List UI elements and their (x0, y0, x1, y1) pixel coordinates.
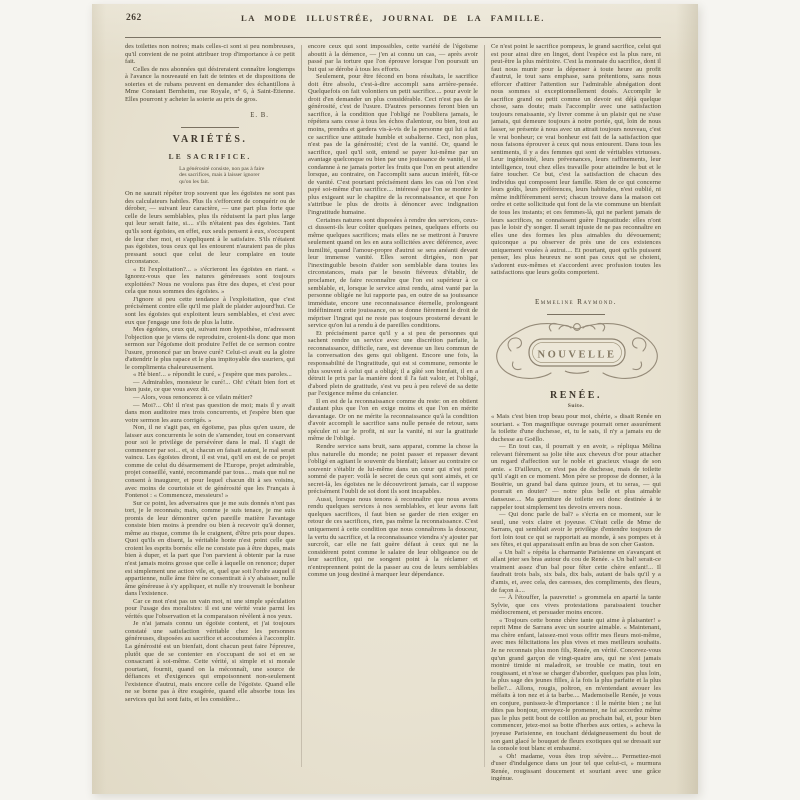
story-body (491, 413, 661, 781)
banner-label: NOUVELLE (537, 349, 617, 361)
column-2 (308, 43, 478, 781)
paragraph: — Qui donc parle de bal? » s'écria en ce moment, sur le seuil, une voix claire et joyeuse. C'était celle de Mme de Sarrans, qui semblait avoir le privilège d'entendre toujours de fort loin tout ce qui se rapportait au monde, à ses pompes et à ses fêtes, et qui apparaissait enfin au bras de son cher Gaston. (491, 511, 661, 549)
paragraph: « Oh! madame, vous êtes trop sévère.... Permettez-moi d'user d'indulgence dans un jour tel que celui-ci, » murmura Renée, rougissant doucement et souriant avec une grâce ingénue. (491, 752, 661, 781)
paragraph: Celles de nos abonnées qui désireraient connaître longtemps à l'avance la nouveauté en fait de teintes et de dispositions de soieries et de rubans peuvent en demander des échantillons à Mme Constant Bernheim, rue Royale, n° 6, à Saint-Étienne. Elles pourront y acheter la soierie au prix de gros. (125, 65, 295, 103)
fashion-notice (125, 43, 295, 111)
paragraph: J'ignore si peu cette tendance à l'exploitation, que c'est précisément contre elle qu'il me plaît de plaider aujourd'hui. Ce sont les égoïstes qui exploitent leurs semblables, et c'est avec eux que j'engage une fois de plus la lutte. (125, 295, 295, 326)
paragraph: qu'on les fait. (179, 178, 210, 185)
paragraph: Rendre service sans bruit, sans apparat, comme la chose la plus naturelle du monde; ne point passer et repasser devant l'obligé en agitant le souvenir du bienfait; laisser au contraire ce souvenir s'établir de lui-même dans un cœur qui n'est point sommé de payer: voilà le secret de ceux qui sont aimés, et ce secret-là, les égoïstes ne le découvriront jamais, car il suppose précisément l'oubli de soi dont ils sont incapables. (308, 442, 478, 496)
section-heading-varietes: VARIÉTÉS. (172, 134, 248, 145)
paragraph: des toilettes non noires; mais celles-ci sont si peu nombreuses, qu'il convient de ne point attribuer trop d'importance à ce petit fait. (125, 43, 295, 66)
signature-separator-rule (547, 314, 605, 315)
paragraph: Ce n'est point le sacrifice pompeux, le grand sacrifice, celui qui est pour ainsi dire en lingot, dont l'espèce est la plus rare, ni peut-être la plus méritoire. C'est la monnaie du sacrifice, dont il faut nous munir pour la dépenser à toute heure au profit d'autrui, le tout sans emphase, sans prétentions, sans nous efforcer d'attirer l'attention sur l'admirable abnégation dont nous sommes si exceptionnellement doués. Accomplir le sacrifice grand ou petit comme un devoir est déjà quelque chose, sans doute; mais l'accomplir avec une satisfaction toujours renaissante, s'y livrer comme à un plaisir qui ne s'use jamais, qui demeure toujours à notre portée, qui, loin de nous lasser, se présente à nous avec un attrait toujours nouveau, c'est le vrai bonheur; ce vrai bonheur est fait de la satisfaction que nous faisons éprouver à ceux qui nous entourent. Dans tous les sentiments, il y a des femmes qui sont de véritables virtuoses. Leur ingéniosité, leurs prévenances, leurs raffinements, leur intelligence, tout chez elles travaille pour atteindre le but et le faire toucher. Ce but, c'est la satisfaction de chacun des individus qui composent leur famille. Rien de ce qui concerne leurs goûts, leurs préférences, leurs habitudes, n'est oublié, ni même indifféremment servi; chacun trouve dans la maison cet ordre et cette sollicitude qui font de la vie commune un bienfait de tous les instants; et ces femmes-là, qui ne parlent jamais de leurs sacrifices, ne connaissent guère l'ingratitude: elles n'ont pas le loisir d'y songer. Il serait injuste de ne pas reconnaître en elles une des formes les plus aimables du dévouement; quiconque a pu observer de près une de ces existences uniquement vouées à autrui.... Et pourtant, quoi qu'ils puissent penser, les plus heureux ne sont pas ceux qui se choient, s'adorent eux-mêmes et s'accordent avec profusion toutes les satisfactions que leurs goûts comportent. (491, 43, 661, 277)
paragraph: des sacrifices, mais à laisser ignorer (179, 172, 260, 179)
column-1-body (125, 190, 295, 703)
paragraph: — À l'étouffer, la pauvrette! » grommela en aparté la tante Sylvie, que ces vives protestations paraissaient toucher médiocrement, et persuader moins encore. (491, 594, 661, 617)
paragraph: Mes égoïstes, ceux qui, suivant mon hypothèse, m'adressent l'objection que je viens de reproduire, croient-ils donc que mon sermon sur l'égoïsme doit produire l'effet de ce sermon contre l'usure, prononcé par un brave curé? Celui-ci avait eu la gloire d'attendrir le plus rapace et le plus impitoyable des usuriers, qui le complimenta chaleureusement. (125, 326, 295, 371)
article-epigraph (179, 166, 293, 185)
paragraph: Certaines natures sont disposées à rendre des services, ceux-ci dussent-ils leur coûter quelques peines, quelques efforts ou même quelques sacrifices; mais elles ne se mettront à l'œuvre seulement quand on les en aura sollicitées avec déférence, avec humilité, quand l'amour-propre d'autrui se sera anéanti devant leur immense vanité. Elles seront dirigées, non par l'inextinguible besoin d'aider son semblable dans toutes les circonstances, mais par le besoin fiévreux d'établir, de proclamer, de faire reconnaître que l'on est supérieur à ce semblable, et, lorsque le service ainsi rendu, ainsi vanté par la personne obligée ne lui rapporte pas, en outre de sa jouissance immédiate, encore une reconnaissance éternelle, prolongeant indéfiniment cette jouissance, on se donne fièrement le droit de mépriser l'ingrat qui ne reste pas toujours prosterné devant le service qu'on lui a rendu à de pareilles conditions. (308, 216, 478, 330)
story-heading-renee: RENÉE. (550, 390, 602, 401)
masthead-title: LA MODE ILLUSTRÉE, JOURNAL DE LA FAMILLE. (240, 13, 546, 23)
paragraph: « Et l'exploitation?... » s'écrieront les égoïstes en riant. « Ignorez-vous que les natures généreuses sont toujours exploitées? Nous ne voulons pas être des dupes, et c'est pour cela que nous sommes des égoïstes. » (125, 265, 295, 296)
column-3 (491, 43, 661, 781)
paragraph: « Mais c'est bien trop beau pour moi, chérie, » disait Renée en souriant. « Ton magnifique ouvrage pourrait orner assurément la toilette d'une duchesse, et, tu le sais, il n'y a jamais eu de duchesse au Goëllo. (491, 413, 661, 443)
column-layout (125, 43, 661, 781)
author-signature: Emmeline Raymond. (535, 298, 617, 306)
paragraph: « Hé bien!... » répondit le curé, « j'espère que mes paroles... (133, 371, 292, 379)
article-heading-sacrifice: LE SACRIFICE. (168, 152, 252, 161)
column-3-body (491, 43, 661, 295)
paragraph: « Un bal! » répéta la charmante Parisienne en s'avançant et allant jeter ses bras autour du cou de Renée. « Un bal! serait-ce vraiment assez d'un bal pour fêter cette chère enfant!... Il faudrait trois bals, six bals, dix bals, autant de bals qu'il y a d'amis, et, avec cela, des caresses, des compliments, des fleurs, de façon à.... (491, 548, 661, 594)
paragraph: — Alors, vous renoncerez à ce vilain métier? (133, 393, 253, 401)
paragraph: Aussi, lorsque nous tenons à reconnaître que nous avons rendu quelques services à nos semblables, et leur avons fait quelques sacrifices, il faut bien se garder de rien exiger en retour de ces sacrifices, rien, pas même la reconnaissance. C'est uniquement à cette condition que nous connaîtrons la douceur, la vertu du sacrifice, et la reconnaissance viendra s'y ajouter par surcroît, car elle ne fait guère défaut à ceux qui ne la considèrent point comme le salaire de leur obligeance ou de leur sacrifice, qui ne songent point à la réclamer et n'entreprennent point de la passer au cou de leurs semblables comme un joug destiné à marquer leur dépendance. (308, 495, 478, 579)
story-subheading: Suite. (567, 403, 585, 409)
paragraph: — Admirables, monsieur le curé!... Oh! c'était bien fort et bien juste, ce que vous avez dit. (125, 378, 295, 394)
page-number: 262 (126, 13, 142, 23)
notice-signature: E. B. (250, 112, 269, 119)
newspaper-page (92, 4, 698, 794)
paragraph: Car ce mot n'est pas un vain mot, ni une simple spéculation pour l'usage des moralistes: il est une vérité vraie parmi les vérités que l'observation et la comparaison révèlent à nos yeux. (125, 597, 295, 620)
column-2-body (308, 43, 478, 579)
section-separator-rule (181, 127, 239, 128)
column-divider-left (301, 45, 302, 767)
paragraph: — Moi?... Oh! il n'est pas question de moi; mais il y avait dans mon auditoire mes trois concurrents, et j'espère bien que votre sermon les aura corrigés. » (125, 401, 295, 424)
paragraph: Et précisément parce qu'il y a si peu de personnes qui sachent rendre un service avec une discrétion parfaite, la reconnaissance, difficile, rare, est devenue un lieu commun de la conversation des gens qui obligent. Encore une fois, la responsabilité de l'ingratitude, qui est si commune, remonte le plus souvent à celui qui a obligé; il a gâté son bienfait, il en a détruit le prix par la manière dont il l'a fait valoir, et l'obligé, d'abord plein de gratitude, s'est vu peu à peu relevé de sa dette par l'exigence même du créancier. (308, 329, 478, 398)
paragraph: « Toujours cette bonne chère tante qui aime à plaisanter! » reprit Mme de Sarrans avec un sourire aimable. « Maintenant, ma chère enfant, laissez-moi vous offrir mes fleurs moi-même, avec mes félicitations les plus vives et mes meilleurs souhaits. Je ne reconnais plus mon fils, Renée, en vérité. Concevez-vous qu'un grand garçon de vingt-quatre ans, qui ne s'est jamais montré timide ni maladroit, se trouble ce matin, tout en rougissant, et n'ose se charger d'aborder, quelques pas plus loin, la plus sage des jeunes filles, à la fois la plus parfaite et la plus belle?... Allons, rougis, poltron, en m'entendant avouer les méfaits à ton nez et à ta barbe.... Mademoiselle Renée, je vous en conjure, punissez-le d'importance : il le mérite bien ; ne lui dites pas bonjour, envoyez-le promener, ne lui accordez même pas le plus petit bout de cotillon au prochain bal, et, pour bien commencer, jetez-moi sa botte d'herbes aux orties, » acheva la joyeuse Parisienne, en touchant dédaigneusement du bout de son gant glacé le bouquet de fleurs exotiques qui se dressait sur la console tout blanc et embaumé. (491, 616, 661, 753)
paragraph: encore ceux qui sont impossibles, cette variété de l'égoïsme aboutit à la démence, — j'en ai connu un cas, — après avoir passé par la torture que l'on éprouve lorsque l'on poursuit un but qui se dérobe à tous les efforts. (308, 43, 478, 73)
paragraph: Sur ce point, les adversaires que je me suis donnés n'ont pas tort, je le reconnais; mais, comme je suis tenace, je me suis promis de leur démontrer qu'en pareille matière l'avantage consiste bien moins à prendre ou bien à recevoir qu'à donner, même au risque, comme ils le craignent, d'être pris pour dupes. Quoi qu'ils en disent, la véritable honte n'est point celle que croient les esprits bornés: elle ne consiste pas à être dupes, mais bien à duper, et la part que l'on parvient à obtenir par la ruse n'est jamais moins grosse que celle à laquelle on renonce; duper est simplement une action vile, et, quel que soit l'ordre auquel il appartienne, nulle âme fière ne consentirait à s'y abaisser, nulle âme généreuse à s'y appliquer, et nulle n'y trouverait le bonheur dans l'existence. (125, 499, 295, 598)
paragraph: Je n'ai jamais connu un égoïste content, et j'ai toujours constaté une satisfaction véritable chez les personnes généreuses, disposées au sacrifice et accoutumées à l'accomplir. La générosité est un bienfait, dont chacun peut faire l'épreuve, plutôt que de se contenter en s'occupant de soi et en se consacrant à soi-même. Cette vérité, si simple et si morale pourtant, fournit, quand on la méconnaît, une source de défiances et d'exigences qui empoisonnent non-seulement l'existence d'autrui, mais encore celle de l'égoïste. Quand elle ne se borne pas à être exagérée, quand elle absorbe tous les services qui lui sont faits, et les considère... (125, 620, 295, 703)
paragraph: Non, il ne s'agit pas, en égoïsme, pas plus qu'en usure, de laisser aux concurrents le soin de s'amender, tout en conservant pour soi le privilège de persévérer dans le mal. Il s'agit de commencer par soi... et, si chacun en faisait autant, le mal serait vaincu. Les égoïstes diront, il est vrai, qu'il en est de ce projet comme de celui du désarmement de l'Europe, projet admirable, projet conseillé, vanté, recommandé par tous.... mais que nul ne consent à inaugurer, et pour lequel chacun dit à ses voisins, avec moins de courtoisie et de générosité que les Français à Fontenoi : « Commencez, messieurs! » (125, 424, 295, 500)
header-rule (125, 37, 661, 38)
paragraph: — En tout cas, il pourrait y en avoir, » répliqua Mélina relevant fièrement sa jolie tête aux cheveux d'or pour attacher un regard d'affection sur le noble et gracieux visage de son amie. « D'ailleurs, ce n'est pas de duchesse, mais de toilette qu'il s'agit en ce moment. Mon père se propose de donner, à la Bouërie, un grand bal dans quinze jours, et tu seras, — qui pourrait en douter? — notre plus belle et plus aimable danseuse.... Ma garniture de toilette est donc destinée à te rappeler tout simplement tes devoirs envers nous. (491, 443, 661, 511)
page-content (125, 4, 661, 794)
page-header (125, 4, 661, 32)
column-divider-right (484, 45, 485, 767)
paragraph: La générosité consiste, non pas à faire (179, 166, 265, 172)
nouvelle-banner-ornament (491, 321, 661, 383)
paragraph: Seulement, pour être fécond en bons résultats, le sacrifice doit être absolu, c'est-à-dire accompli sans arrière-pensée. Quelquefois on fait volontiers un petit sacrifice.... pour avoir le droit d'en demander un plus considérable. Ceci n'est pas de la générosité, c'est de l'usure. D'autres personnes feront bien un sacrifice, à la condition que l'obligé ne l'oubliera jamais, le répétera sans cesse à tous les échos d'alentour, ou bien, tout au moins, prendra et gardera vis-à-vis de la personne qui lui a fait ce sacrifice une attitude humble et subalterne. Ceci, non plus, n'est pas de la générosité; c'est de la vanité. Or, quand le sacrifice, quel qu'il soit, entend se payer lui-même par un avantage quelconque ou bien par une jouissance de vanité, il se condamne à ne jamais porter les fruits que l'on en peut attendre lorsque, au contraire, on l'accomplit sans aucun intérêt, fût-ce de vanité. C'est pourtant précisément dans les cas où l'on s'est payé soi-même d'un sacrifice.... intéressé que l'on se montre le plus exigeant sur le chapitre de la reconnaissance, et que l'on s'attribue le plus de droits à dénoncer avec indignation l'ingratitude humaine. (308, 73, 478, 217)
column-1 (125, 43, 295, 781)
paragraph: Il en est de la reconnaissance comme du reste: on en obtient d'autant plus que l'on en exige moins et que l'on en mérite davantage. Or on ne mérite la reconnaissance qu'à la condition d'avoir accompli le sacrifice sans nulle pensée de retour, sans spéculer ni sur le profit, ni sur la vanité, ni sur la gratitude même de l'obligé. (308, 397, 478, 443)
paragraph: On ne saurait répéter trop souvent que les égoïstes ne sont pas des calculateurs habiles. Plus ils s'efforcent de conquérir ou de dérober, — suivant leur caractère, — une part plus forte que celle de leurs semblables, plus ils réduisent la part plus large qui leur serait faite, si.... s'ils n'étaient pas des égoïstes. Tant qu'ils sont égoïstes, en effet, eux seuls pensent à eux, s'occupent de leur cher moi, et s'appliquent à le satisfaire. S'ils n'étaient pas égoïstes, tous ceux qui les entourent n'auraient pas de plus pressant souci que celui de leur complaire en toute circonstance. (125, 190, 295, 266)
